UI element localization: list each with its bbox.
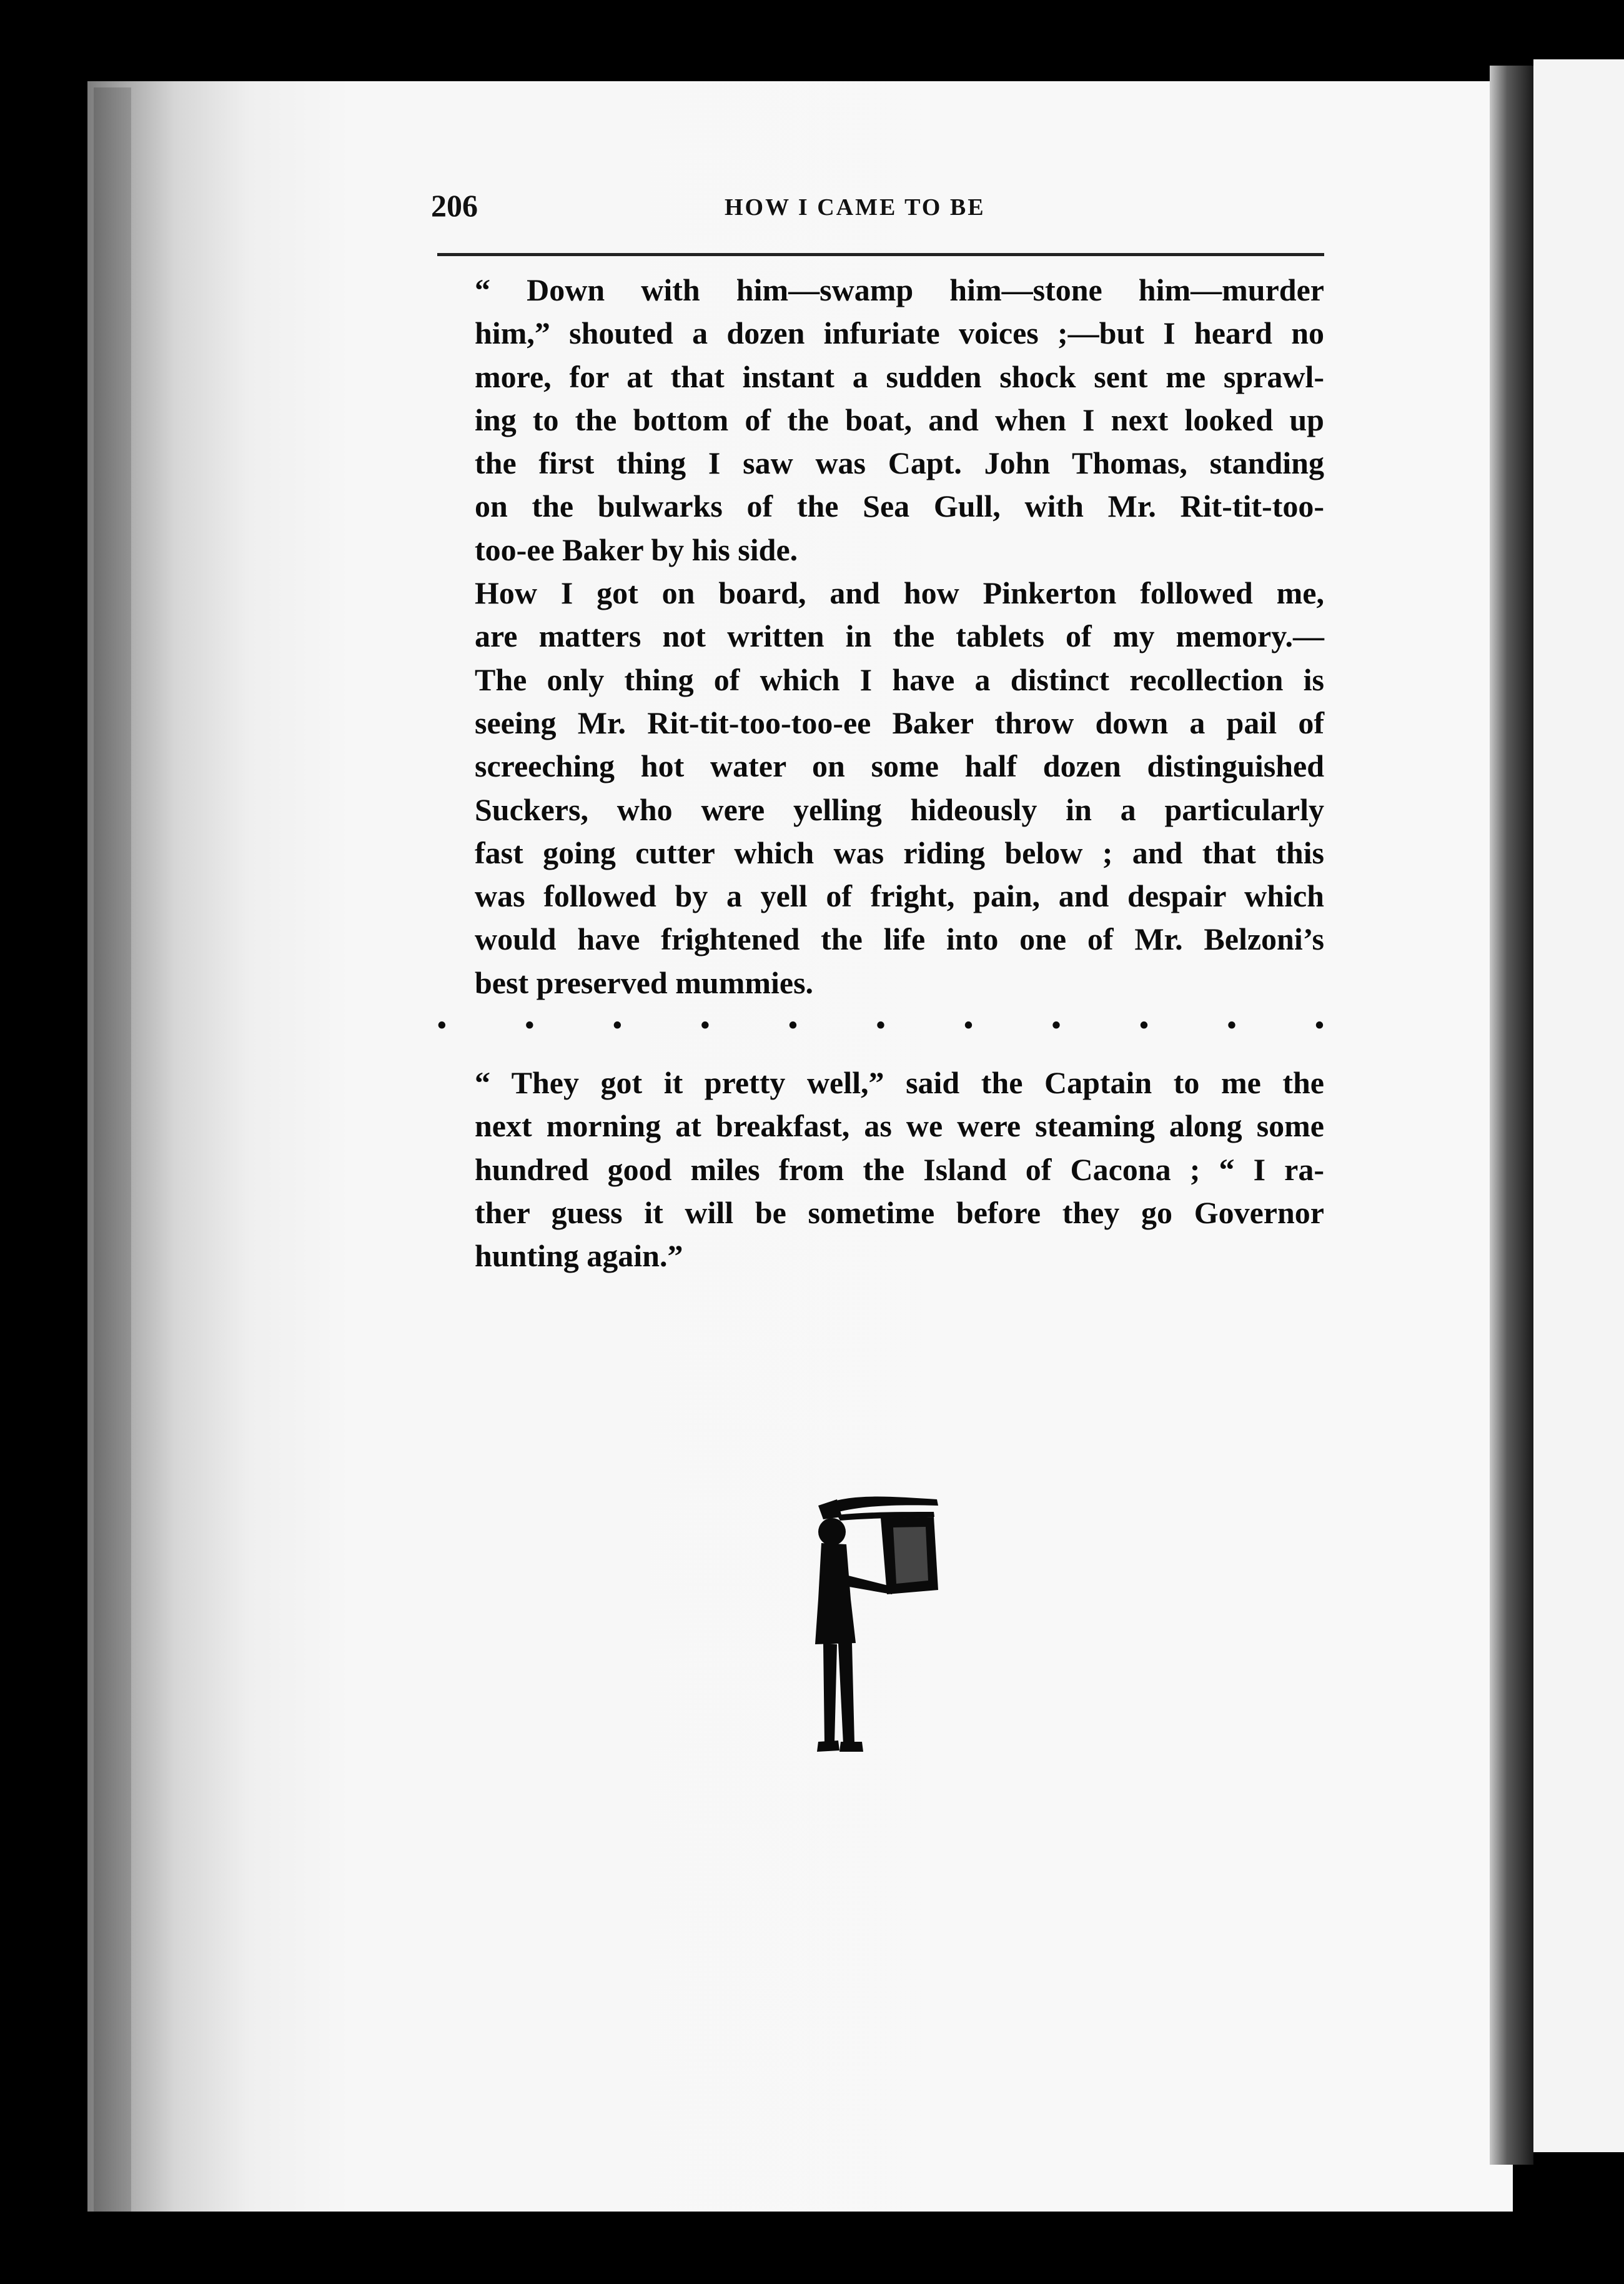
text-line: ther guess it will be sometime before they go Governor bbox=[475, 1194, 1324, 1230]
paragraph-1 bbox=[437, 269, 1324, 572]
separator-dot: • bbox=[525, 1011, 535, 1040]
text-line: fast going cutter which was riding below ; and that this bbox=[475, 835, 1324, 870]
text-line: would have frightened the life into one of Mr. Belzoni’s bbox=[475, 921, 1324, 957]
separator-dot: • bbox=[700, 1011, 710, 1040]
page-fore-edge bbox=[1490, 66, 1533, 2165]
separator-dot: • bbox=[437, 1011, 447, 1040]
text-line: next morning at breakfast, as we were steaming along some bbox=[475, 1108, 1324, 1144]
separator-dot: • bbox=[964, 1011, 973, 1040]
separator-dot: • bbox=[876, 1011, 886, 1040]
text-line: hundred good miles from the Island of Cacona ; “ I ra- bbox=[475, 1151, 1324, 1187]
text-line: ing to the bottom of the boat, and when I next looked up bbox=[475, 402, 1324, 437]
text-line: The only thing of which I have a distinct recollection is bbox=[475, 662, 1324, 697]
text-line: hunting again.” bbox=[475, 1238, 683, 1274]
page-number: 206 bbox=[431, 188, 478, 223]
header-rule bbox=[437, 253, 1324, 256]
running-head: HOW I CAME TO BE bbox=[725, 194, 986, 221]
paragraph-2 bbox=[437, 572, 1324, 1005]
text-line: too-ee Baker by his side. bbox=[475, 532, 798, 567]
separator-dot: • bbox=[1139, 1011, 1149, 1040]
text-line: seeing Mr. Rit-tit-too-too-ee Baker throw down a pail of bbox=[475, 705, 1324, 740]
section-separator bbox=[437, 1005, 1324, 1048]
separator-dot: • bbox=[1227, 1011, 1237, 1040]
text-line: him,” shouted a dozen infuriate voices ;—but I heard no bbox=[475, 315, 1324, 351]
text-line: are matters not written in the tablets of my memory.— bbox=[475, 618, 1324, 654]
text-line: “ Down with him—swamp him—stone him—murder bbox=[475, 272, 1324, 307]
page-gutter-shadow bbox=[94, 87, 131, 2212]
separator-dot: • bbox=[788, 1011, 798, 1040]
page-header bbox=[431, 187, 1330, 225]
text-line: was followed by a yell of fright, pain, and despair which bbox=[475, 878, 1324, 914]
text-line: best preserved mummies. bbox=[475, 965, 814, 1000]
text-line: more, for at that instant a sudden shock sent me sprawl- bbox=[475, 359, 1324, 394]
text-line: on the bulwarks of the Sea Gull, with Mr. Rit-tit-too- bbox=[475, 489, 1324, 524]
adjacent-page-edge bbox=[1533, 59, 1624, 2152]
separator-dot: • bbox=[1051, 1011, 1061, 1040]
text-line: screeching hot water on some half dozen distinguished bbox=[475, 748, 1324, 784]
spacer bbox=[437, 1048, 1324, 1061]
separator-dot: • bbox=[1315, 1011, 1324, 1040]
silhouette-figure-with-drum-icon bbox=[793, 1481, 981, 1774]
text-line: Suckers, who were yelling hideously in a particularly bbox=[475, 792, 1324, 827]
body-text bbox=[437, 269, 1324, 1278]
text-line: “ They got it pretty well,” said the Captain to me the bbox=[475, 1065, 1324, 1101]
separator-dot: • bbox=[613, 1011, 622, 1040]
text-line: How I got on board, and how Pinkerton followed me, bbox=[475, 575, 1324, 611]
paragraph-3 bbox=[437, 1061, 1324, 1278]
text-line: the first thing I saw was Capt. John Thomas, standing bbox=[475, 445, 1324, 481]
